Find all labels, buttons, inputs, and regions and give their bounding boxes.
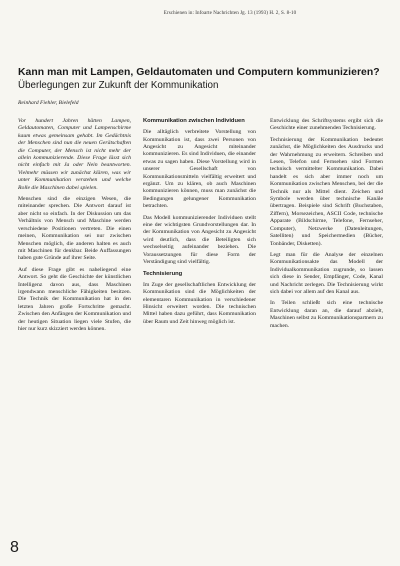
body-paragraph: Technisierung der Kommunikation bedeutet zunächst, die Möglichkeiten des Ausdrucks und der Wahrnehmung zu erweitern. Schreiben und Lesen, Telefon und Fernsehen sind Formen technisch vermittelter Kommunikation. Dabei handelt es sich aber immer noch um Kommunikation zwischen Menschen, bei der die Technik nur als Mittel dient. Zeichen und Symbole werden über technische Kanäle übertragen. Beispiele sind Schrift (Buchstaben, Ziffern), Morsezeichen, ASCII Code, technische Apparate (Bildschirme, Telefone, Fernseher, Computer), Netzwerke (Datenleitungen, Satelliten) und Speichermedien (Bücher, Tonbänder, Disketten). xyxy=(270,136,383,247)
body-paragraph: Auf diese Frage gibt es naheliegend eine Antwort. So geht die Geschichte der künstlichen Intelligenz davon aus, dass Maschinen irgendwann menschliche Fähigkeiten besitzen. Die Technik der Kommunikation hat in den letzten Jahren große Fortschritte gemacht. Zwischen den Anfängen der Kommunikation und der heutigen Situation liegen viele Stufen, die hier nur kurz skizziert werden können. xyxy=(18,266,131,332)
section-heading: Kommunikation zwischen Individuen xyxy=(143,118,245,124)
author-line: Reinhard Fiehler, Bielefeld xyxy=(18,100,79,106)
lead-paragraph: Vor hundert Jahren hätten Lampen, Geldautomaten, Computer und Lampenschirme kaum etwas gemeinsam gehabt. Im Gedächtnis der Menschen sind nun die neuen Gerätschaften die Computer, der Mensch ist nicht mehr der allein kommunizierende. Diese Frage lässt sich nicht einfach mit Ja oder Nein beantworten. Vielmehr müssen wir zunächst klären, was wir unter Kommunikation verstehen und welche Rolle die Maschinen dabei spielen. xyxy=(18,118,131,191)
page-number: 8 xyxy=(10,539,19,556)
body-paragraph: Die alltäglich verbreitete Vorstellung von Kommunikation ist, dass zwei Personen von Angesicht zu Angesicht miteinander kommunizieren. Es sind Individuen, die einander etwas zu sagen haben. Diese Vorstellung wird in unserer Gesellschaft von Kommunikationsmitteln vielfältig erweitert und ergänzt. Um zu klären, ob auch Maschinen kommunizieren können, muss man zunächst die Bedingungen gelungener Kommunikation betrachten. xyxy=(143,129,256,210)
running-head: Erschienen in: Infoarte Nachrichten Jg. 13 (1993) H. 2, S. 8-10 xyxy=(163,11,297,16)
article-subtitle: Überlegungen zur Zukunft der Kommunikation xyxy=(18,80,219,91)
text-column-3 xyxy=(270,118,383,558)
article-title: Kann man mit Lampen, Geldautomaten und Computern kommunizieren? xyxy=(18,67,380,78)
body-paragraph: Menschen sind die einzigen Wesen, die miteinander sprechen. Die Antwort darauf ist aber nicht so einfach. In der Diskussion um das Verhältnis von Mensch und Maschine werden verschiedene Positionen vertreten. Die einen meinen, Kommunikation sei nur zwischen Menschen möglich, die anderen halten es auch mit Maschinen für denkbar. Beide Auffassungen haben gute Gründe auf ihrer Seite. xyxy=(18,196,131,262)
body-paragraph: In Teilen schließt sich eine technische Entwicklung daran an, die darauf abzielt, Maschinen selbst zu Kommunikationspartnern zu machen. xyxy=(270,300,383,329)
body-paragraph: Legt man für die Analyse der einzelnen Kommunikationsakte das Modell der Individualkommunikation zugrunde, so lassen sich diese in Sender, Empfänger, Code, Kanal und Nachricht zerlegen. Die Technisierung wirkt sich dabei vor allem auf den Kanal aus. xyxy=(270,251,383,295)
text-column-2 xyxy=(143,118,256,558)
text-column-1 xyxy=(18,118,131,558)
section-heading: Technisierung xyxy=(143,270,183,277)
body-paragraph: Im Zuge der gesellschaftlichen Entwicklung der Kommunikation sind die Möglichkeiten der elementaren Kommunikation in verschiedener Hinsicht erweitert worden. Die technischen Mittel haben dazu geführt, dass Kommunikation über Raum und Zeit hinweg möglich ist. xyxy=(143,281,256,325)
body-paragraph: Das Modell kommunizierender Individuen stellt eine der wichtigsten Grundvorstellungen dar. In der Kommunikation von Angesicht zu Angesicht wird deutlich, dass die Beteiligten sich wechselseitig aufeinander beziehen. Die Voraussetzungen für diese Form der Verständigung sind vielfältig. xyxy=(143,214,256,266)
body-paragraph: Entwicklung des Schriftsystems ergibt sich die Geschichte einer zunehmenden Technisierung. xyxy=(270,118,383,132)
